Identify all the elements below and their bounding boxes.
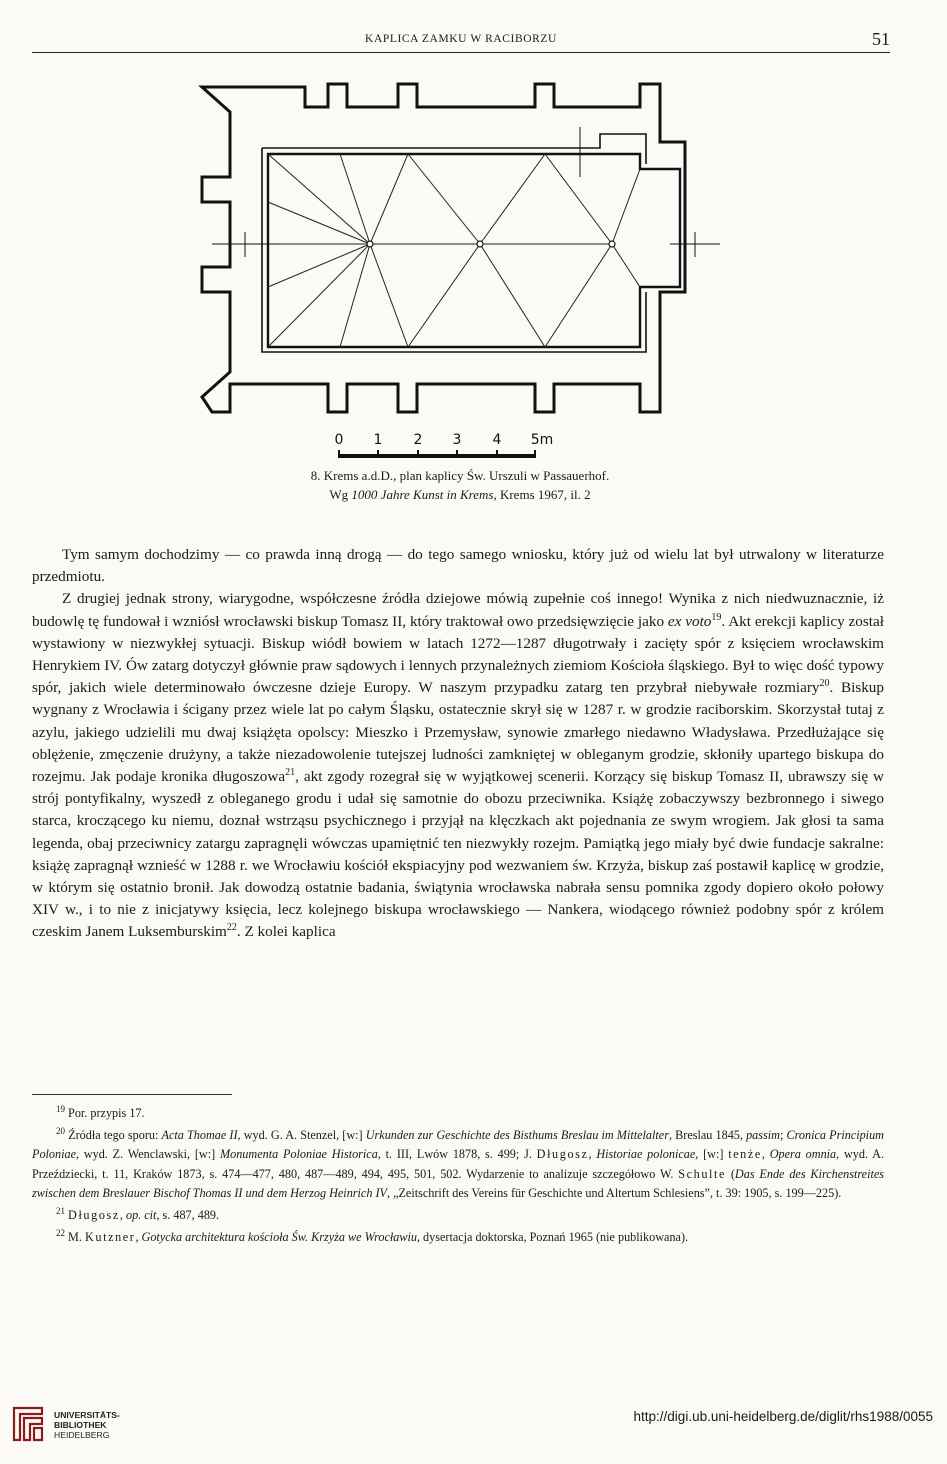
fn20-i5: Monumenta Poloniae Historica bbox=[219, 1147, 378, 1162]
logo-line-3: HEIDELBERG bbox=[54, 1430, 110, 1440]
fn21-author: Długosz bbox=[68, 1207, 120, 1222]
fn20-author-schulte: Schulte bbox=[678, 1166, 726, 1181]
fn20-tenze: tenże bbox=[728, 1147, 762, 1162]
footnote-20-number: 20 bbox=[56, 1125, 65, 1136]
footnotes bbox=[32, 1104, 884, 1249]
outer-wall bbox=[202, 84, 685, 412]
library-logo-icon bbox=[8, 1404, 48, 1444]
footnote-22-number: 22 bbox=[56, 1227, 65, 1238]
p2-italic-ex-voto: ex voto bbox=[667, 612, 712, 630]
p2-text-e: . Z kolei kaplica bbox=[236, 923, 336, 941]
body-text bbox=[32, 544, 884, 944]
scale-bar bbox=[338, 450, 536, 458]
footnote-ref-21[interactable]: 21 bbox=[285, 766, 296, 778]
figure-caption bbox=[60, 466, 860, 504]
footnote-22 bbox=[32, 1228, 884, 1248]
p2-text-a: Z drugiej jednak strony, wiarygodne, współczesne źródła dziejowe mówią zupełnie coś innego! Wynika z nich niedwuznacznie, iż budowlę tę fundował i wzniósł wrocławski biskup Tomasz II, który traktował owo przedsięwzięcie jako bbox=[32, 590, 884, 630]
fn22-c: , dysertacja doktorska, Poznań 1965 (nie publikowana). bbox=[416, 1229, 689, 1244]
scale-label-3: 3 bbox=[452, 432, 462, 448]
caption-line-2 bbox=[60, 485, 860, 504]
fn22-author: Kutzner bbox=[84, 1229, 136, 1244]
caption-source-title: 1000 Jahre Kunst in Krems bbox=[351, 487, 494, 502]
footnote-ref-20[interactable]: 20 bbox=[819, 678, 830, 690]
fn20-k: ( bbox=[726, 1166, 735, 1181]
fn20-i3: passim bbox=[746, 1127, 780, 1142]
paragraph-1: Tym samym dochodzimy — co prawda inną drogą — do tego samego wniosku, który już od wielu lat był utrwalony w literaturze przedmiotu. bbox=[32, 546, 884, 586]
footnote-ref-19[interactable]: 19 bbox=[711, 611, 722, 623]
scale-label-2: 2 bbox=[413, 432, 423, 448]
running-head bbox=[32, 30, 890, 53]
fn20-i8: Das Ende des Kirchenstreites zwischen dem Breslauer Bischof Thomas II und dem Herzog Heinrich IV bbox=[32, 1166, 884, 1201]
chapel-floor-plan-figure bbox=[190, 72, 750, 462]
library-logo[interactable] bbox=[8, 1404, 208, 1448]
p2-text-d: , akt zgody rozegrał się w wyjątkowej scenerii. Korzący się biskup Tomasz II, ubrawszy się w strój pontyfikalny, wyszedł z obleganego grodu i udał się samotnie do obozu przeciwnika. Książę zobaczywszy bezbronnego i siwego starca, kroczącego ku niemu, doznał wstrząsu psychicznego i przyjął na klęczkach akt pojednania ze swym wrogiem. Jak głosi ta sama legenda, obaj przeciwnicy zatargu zapragnęli wówczas upamiętnić ten niezwykły rozejm. Pamiątką jego miały być dwie fundacje sakralne: książę zapragnął wznieść w 1288 r. we Wrocławiu kościół ekspiacyjny pod wezwaniem św. Krzyża, biskup zaś postawił kaplicę w grodzie, w którym się ostatnio bronił. Jak dowodzą ostatnie badania, świątynia wrocławska nabrała sensu pomnika zgody dopiero około połowy XIV w., i to nie z inicjatywy księcia, lecz kolejnego biskupa wrocławskiego — Nankera, wiodącego również podobny spór z królem czeskim Janem Luksemburskim bbox=[32, 768, 884, 941]
caption-suffix: , Krems 1967, il. 2 bbox=[493, 487, 591, 502]
running-title: KAPLICA ZAMKU W RACIBORZU bbox=[365, 33, 557, 45]
floor-plan-drawing bbox=[190, 72, 750, 462]
page-number: 51 bbox=[872, 29, 890, 49]
source-url-link[interactable]: http://digi.ub.uni-heidelberg.de/diglit/rhs1988/0055 bbox=[633, 1409, 933, 1424]
footnote-ref-22[interactable]: 22 bbox=[226, 922, 237, 934]
scale-label-0: 0 bbox=[334, 432, 344, 448]
logo-line-1: UNIVERSITÄTS- bbox=[54, 1410, 120, 1420]
caption-prefix: Wg bbox=[329, 487, 352, 502]
window-marks bbox=[212, 127, 720, 257]
vault-ribs bbox=[268, 154, 640, 347]
scale-label-4: 4 bbox=[492, 432, 502, 448]
fn20-c: , Breslau 1845, bbox=[668, 1127, 747, 1142]
fn22-b: , bbox=[135, 1229, 142, 1244]
fn22-a: M. bbox=[65, 1229, 85, 1244]
fn22-i: Gotycka architektura kościoła Św. Krzyża we Wrocławiu bbox=[141, 1229, 417, 1244]
fn21-a: , bbox=[119, 1207, 126, 1222]
fn20-i6: Historiae polonicae bbox=[596, 1147, 696, 1162]
logo-line-2: BIBLIOTHEK bbox=[54, 1420, 107, 1430]
footnote-separator bbox=[32, 1094, 232, 1095]
p2-text-b: . Akt erekcji kaplicy został wystawiony w niezwykłej sytuacji. Biskup wiódł bowiem w latach 1272—1287 długotrwały i zacięty spór z księciem wrocławskim Henrykiem IV. Ów zatarg dotyczył głównie praw sądowych i lennych przynależnych ziemiom Kościoła śląskiego. Był to więc dość typowy spór, jakich wiele determinowało ówczesne dzieje Europy. W naszym przypadku zatarg ten przybrał niebywałe rozmiary bbox=[32, 612, 884, 697]
scale-label-1: 1 bbox=[373, 432, 383, 448]
caption-line-1: 8. Krems a.d.D., plan kaplicy Św. Urszuli w Passauerhof. bbox=[310, 468, 610, 483]
inner-wall bbox=[268, 154, 680, 347]
paragraph-2 bbox=[32, 588, 884, 943]
footnote-20 bbox=[32, 1126, 884, 1204]
fn20-d: ; bbox=[779, 1127, 787, 1142]
fn20-i7: Opera omnia bbox=[769, 1147, 837, 1162]
fn20-l: , „Zeitschrift des Vereins für Geschichte und Altertum Schlesiens”, t. 39: 1905, s. 199—225). bbox=[386, 1186, 842, 1201]
fn20-f: , t. III, Lwów 1878, s. 499; J. bbox=[377, 1147, 537, 1162]
footnote-21 bbox=[32, 1206, 884, 1226]
scale-bar-line bbox=[338, 454, 536, 458]
fn20-author-dlugosz: Długosz bbox=[536, 1147, 589, 1162]
fn20-b: , wyd. G. A. Stenzel, [w:] bbox=[237, 1127, 366, 1142]
fn20-i2: Urkunden zur Geschichte des Bisthums Breslau im Mittelalter bbox=[365, 1127, 669, 1142]
fn20-i1: Acta Thomae II bbox=[161, 1127, 238, 1142]
fn21-i: op. cit bbox=[125, 1207, 157, 1222]
p2-text-c: . Biskup wygnany z Wrocławia i ścigany przez wiele lat po całym Śląsku, ostatecznie skrył się w 1287 r. w grodzie raciborskim. Skorzystał tutaj z azylu, jakiego udzielili mu dwaj książęta opolscy: Mieszko i Przemysław, synowie zmarłego niedawno Władysława. Przedłużające się oblężenie, zmęczenie drużyny, a także niezadowolenie tutejszej ludności zamkniętej w obleganym grodzie, skłoniły upartego biskupa do rozejmu. Jak podaje kronika długoszowa bbox=[32, 679, 884, 786]
footnote-19-number: 19 bbox=[56, 1103, 65, 1114]
fn20-g: , bbox=[588, 1147, 597, 1162]
fn20-a: Źródła tego sporu: bbox=[65, 1127, 162, 1142]
footnote-19 bbox=[32, 1104, 884, 1124]
scale-label-5: 5m bbox=[530, 432, 554, 448]
fn20-h: , [w:] bbox=[695, 1147, 729, 1162]
footnote-21-number: 21 bbox=[56, 1205, 65, 1216]
library-logo-text bbox=[54, 1410, 120, 1440]
fn20-e: , wyd. Z. Wenclawski, [w:] bbox=[76, 1147, 220, 1162]
fn20-i: , bbox=[761, 1147, 770, 1162]
footnote-19-text: Por. przypis 17. bbox=[65, 1106, 145, 1120]
fn20-j: , wyd. A. Przeździecki, t. 11, Kraków 1873, s. 474—477, 480, 487—489, 494, 495, 501, 502. Wydarzenie to analizuje szczegółowo W. bbox=[32, 1147, 884, 1181]
fn20-i4: Cronica Principium Poloniae bbox=[32, 1127, 884, 1162]
fn21-b: , s. 487, 489. bbox=[156, 1207, 220, 1222]
